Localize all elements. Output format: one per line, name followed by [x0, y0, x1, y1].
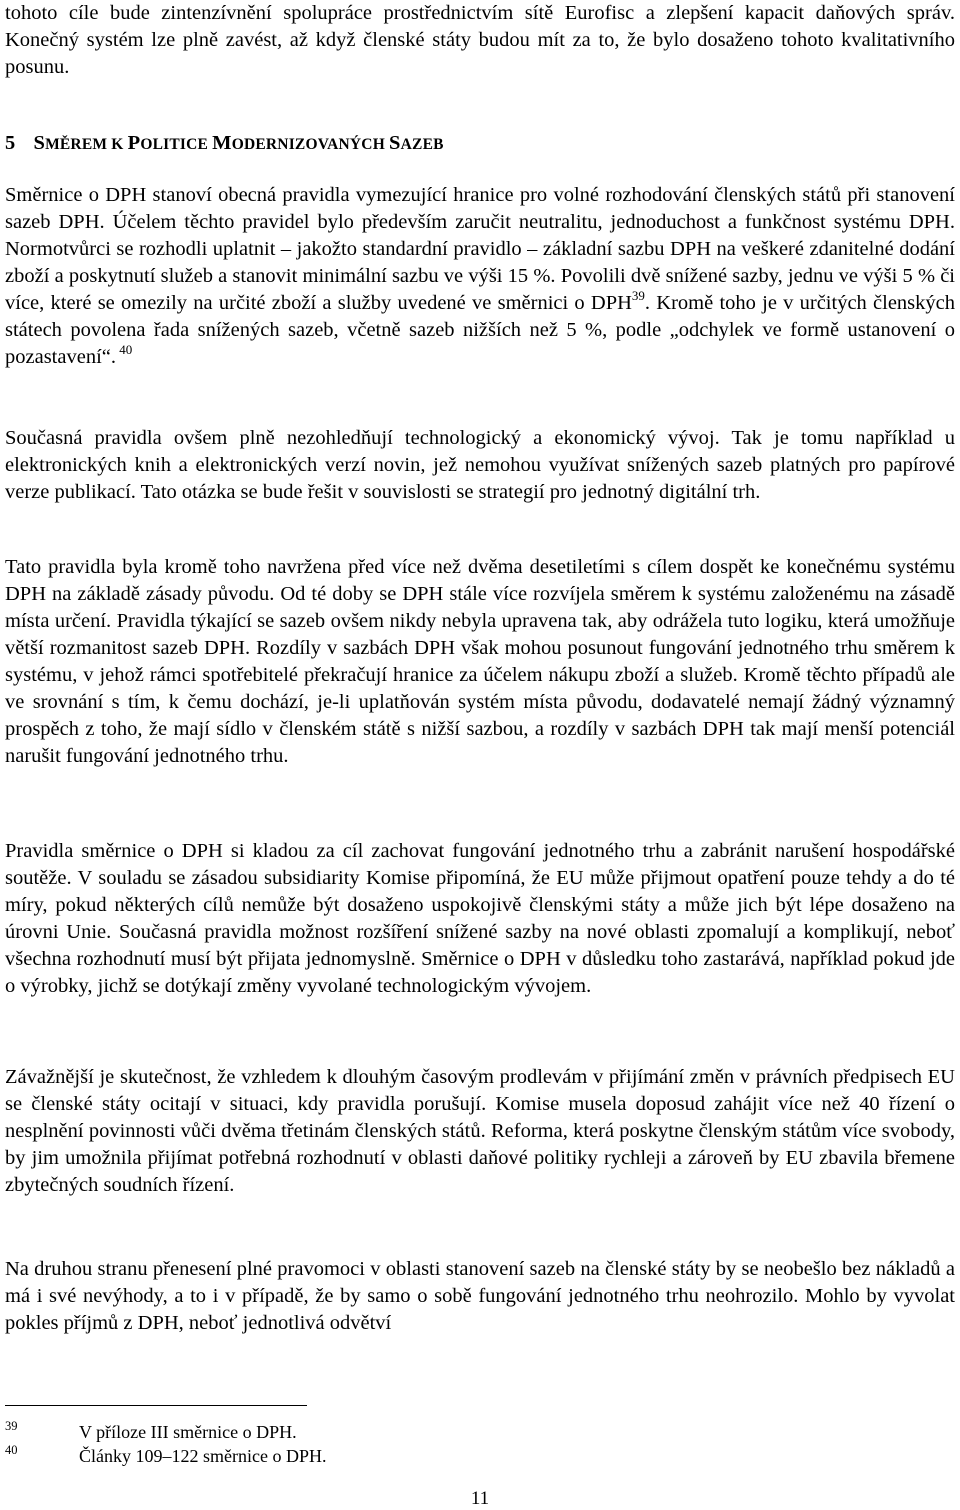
footnote-number: 40: [5, 1443, 18, 1457]
footnote-ref-40[interactable]: 40: [116, 342, 133, 357]
section-title: [33, 132, 443, 154]
section-number: 5: [5, 132, 16, 154]
title-initial: S: [33, 132, 46, 154]
footnote-text: V příloze III směrnice o DPH.: [79, 1422, 297, 1442]
paragraph-transfer-of-powers: Na druhou stranu přenesení plné pravomoci v oblasti stanovení sazeb na členské státy by se neobešlo bez nákladů a má i své nevýhody, a to i v případě, že by samo o sobě fungování jednotného trhu neohrozilo. Mohlo by vyvolat pokles příjmů z DPH, neboť jednotlivá odvětví: [5, 1258, 955, 1334]
footnote-number: 39: [5, 1419, 18, 1433]
footnote-separator: [5, 1405, 307, 1406]
title-initial: P: [127, 132, 141, 154]
paragraph-infringements: Závažnější je skutečnost, že vzhledem k dlouhým časovým prodlevám v přijímání změn v právních předpisech EU se členské státy ocitají v situaci, kdy pravidla porušují. Komise musela doposud zahájit více než 40 řízení o nesplnění povinnosti vůči dvěma třetinám členských států. Reforma, která poskytne členským státům více svobody, by jim umožnila přijímat potřebná rozhodnutí v oblasti daňové politiky rychleji a zároveň by EU zbavila břemene zbytečných soudních řízení.: [5, 1066, 955, 1196]
footnote-text: Články 109–122 směrnice o DPH.: [79, 1446, 327, 1466]
title-rest: MĚREM K: [45, 136, 128, 153]
page-number: 11: [470, 1488, 490, 1509]
paragraph-text: Směrnice o DPH stanoví obecná pravidla vymezující hranice pro volné rozhodování členských států při stanovení sazeb DPH. Účelem těchto pravidel bylo především zaručit neutralitu, jednoduchost a funkčnost systému DPH. Normotvůrci se rozhodli uplatnit – jakožto standardní pravidlo – základní sazbu DPH na veškeré zdanitelné dodání zboží a poskytnutí služeb a stanovit minimální sazbu ve výši 15 %. Povolili dvě snížené sazby, jednu ve výši 5 % či více, které se omezily na určité zboží a služby uvedené ve směrnici o DPH: [5, 184, 955, 314]
title-rest: OLITICE: [140, 136, 213, 153]
title-rest: AZEB: [400, 136, 444, 153]
paragraph-origin-destination: Tato pravidla byla kromě toho navržena před více než dvěma desetiletími s cílem dospět ke konečnému systému DPH na základě zásady původu. Od té doby se DPH stále více rozvíjela směrem k systému založenému na zásadě místa určení. Pravidla týkající se sazeb ovšem nikdy nebyla upravena tak, aby odrážela tuto logiku, která umožňuje větší rozmanitost sazeb DPH. Rozdíly v sazbách DPH však mohou posunout fungování jednotného trhu směrem k systému, v jehož rámci spotřebitelé překračují hranice za účelem nákupu zboží a služeb. Kromě těchto případů ale ve srovnání s tím, k čemu dochází, je-li uplatňován systém místa původu, dodavatelé nemají žádný významný prospěch z toho, že mají sídlo v členském státě s nižší sazbou, a rozdíly v sazbách DPH tak mají menší potenciál narušit fungování jednotného trhu.: [5, 556, 955, 767]
section-heading: [5, 132, 444, 155]
title-rest: ODERNIZOVANÝCH: [231, 136, 390, 153]
footnote-ref-39[interactable]: 39: [631, 288, 645, 303]
title-initial: M: [212, 132, 232, 154]
intro-paragraph: tohoto cíle bude zintenzívnění spolupráce prostřednictvím sítě Eurofisc a zlepšení kapacit daňových správ. Konečný systém lze plně zavést, až když členské státy budou mít za to, že bylo dosaženo tohoto kvalitativního posunu.: [5, 2, 955, 78]
paragraph-text: . Kromě toho je v určitých členských státech povolena řada snížených sazeb, včetně sazeb nižších než 5 %, podle „odchylek ve formě ustanovení o pozastavení“.: [5, 292, 955, 368]
paragraph-vat-rules: [5, 182, 955, 371]
title-initial: S: [389, 132, 401, 154]
paragraph-subsidiarity: Pravidla směrnice o DPH si kladou za cíl zachovat fungování jednotného trhu a zabránit narušení hospodářské soutěže. V souladu se zásadou subsidiarity Komise připomíná, že EU může přijmout opatření pouze tehdy a do té míry, pokud některých cílů nemůže být dosaženo uspokojivě členskými státy a může jich být lépe dosaženo na úrovni Unie. Současná pravidla možnost rozšíření snížené sazby na nové oblasti zpomalují a komplikují, neboť všechna rozhodnutí musí být přijata jednomyslně. Směrnice o DPH v důsledku toho zastarává, například pokud jde o výrobky, jichž se dotýkají změny vyvolané technologickým vývojem.: [5, 840, 955, 997]
paragraph-technology: Současná pravidla ovšem plně nezohledňují technologický a ekonomický vývoj. Tak je tomu například u elektronických knih a elektronických verzí novin, jež nemohou využívat snížených sazeb platných pro papírové verze publikací. Tato otázka se bude řešit v souvislosti se strategií pro jednotný digitální trh.: [5, 427, 955, 503]
